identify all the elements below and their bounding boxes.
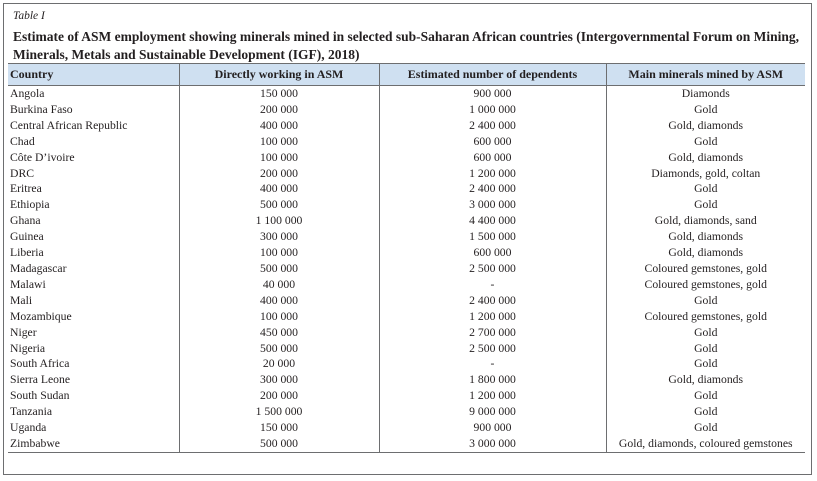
minerals-cell: Gold bbox=[606, 325, 805, 341]
dependents-cell: 2 400 000 bbox=[379, 118, 606, 134]
country-cell: Angola bbox=[10, 87, 45, 100]
dependents-cell: - bbox=[379, 277, 606, 293]
table-row bbox=[8, 213, 805, 229]
minerals-cell: Coloured gemstones, gold bbox=[606, 277, 805, 293]
column-header-dependents: Estimated number of dependents bbox=[379, 64, 606, 86]
minerals-cell: Gold, diamonds bbox=[606, 118, 805, 134]
minerals-cell: Gold bbox=[606, 181, 805, 197]
country-cell: Ghana bbox=[10, 214, 41, 228]
table-row bbox=[8, 404, 805, 420]
dependents-cell: 2 400 000 bbox=[379, 293, 606, 309]
dependents-cell: 900 000 bbox=[379, 86, 606, 102]
directly-working-cell: 100 000 bbox=[179, 150, 379, 166]
country-cell: Burkina Faso bbox=[10, 102, 73, 116]
table-row bbox=[8, 197, 805, 213]
country-cell: Central African Republic bbox=[10, 118, 128, 132]
country-cell: Ethiopia bbox=[10, 198, 50, 212]
minerals-cell: Gold, diamonds bbox=[606, 150, 805, 166]
directly-working-cell: 100 000 bbox=[179, 245, 379, 261]
directly-working-cell: 500 000 bbox=[179, 197, 379, 213]
dependents-cell: 1 500 000 bbox=[379, 229, 606, 245]
minerals-cell: Gold bbox=[606, 134, 805, 150]
dependents-cell: 1 000 000 bbox=[379, 102, 606, 118]
minerals-cell: Gold, diamonds bbox=[606, 229, 805, 245]
directly-working-cell: 20 000 bbox=[179, 356, 379, 372]
country-cell: Mozambique bbox=[10, 309, 72, 323]
minerals-cell: Gold bbox=[606, 420, 805, 436]
table-label: Table I bbox=[13, 10, 45, 22]
minerals-cell: Diamonds bbox=[606, 86, 805, 102]
table-title: Estimate of ASM employment showing minerals mined in selected sub-Saharan African countries (Intergovernmental Forum on Mining, Minerals, Metals and Sustainable Development (IGF), 2018) bbox=[13, 29, 799, 62]
table-row bbox=[8, 420, 805, 436]
table-row bbox=[8, 277, 805, 293]
table-body bbox=[8, 86, 805, 453]
country-cell: South Sudan bbox=[10, 389, 70, 403]
dependents-cell: 600 000 bbox=[379, 134, 606, 150]
dependents-cell: 1 200 000 bbox=[379, 388, 606, 404]
country-cell: Côte D’ivoire bbox=[10, 150, 75, 164]
minerals-cell: Gold bbox=[606, 356, 805, 372]
dependents-cell: 2 400 000 bbox=[379, 181, 606, 197]
minerals-cell: Gold, diamonds, coloured gemstones bbox=[606, 436, 805, 452]
minerals-cell: Gold bbox=[606, 341, 805, 357]
directly-working-cell: 150 000 bbox=[179, 86, 379, 102]
directly-working-cell: 450 000 bbox=[179, 325, 379, 341]
country-cell: Tanzania bbox=[10, 405, 53, 419]
minerals-cell: Diamonds, gold, coltan bbox=[606, 166, 805, 182]
minerals-cell: Gold, diamonds, sand bbox=[606, 213, 805, 229]
table-row bbox=[8, 118, 805, 134]
country-cell: Malawi bbox=[10, 277, 46, 291]
table-row bbox=[8, 309, 805, 325]
country-cell: Eritrea bbox=[10, 182, 42, 196]
table-row bbox=[8, 436, 805, 452]
dependents-cell: 2 500 000 bbox=[379, 261, 606, 277]
table-row bbox=[8, 261, 805, 277]
directly-working-cell: 500 000 bbox=[179, 261, 379, 277]
directly-working-cell: 500 000 bbox=[179, 341, 379, 357]
table-row bbox=[8, 150, 805, 166]
directly-working-cell: 500 000 bbox=[179, 436, 379, 452]
country-cell: Sierra Leone bbox=[10, 373, 71, 387]
country-cell: Nigeria bbox=[10, 341, 46, 355]
directly-working-cell: 100 000 bbox=[179, 134, 379, 150]
table-header-row bbox=[8, 64, 805, 86]
table-row bbox=[8, 388, 805, 404]
table-row bbox=[8, 325, 805, 341]
country-cell: Mali bbox=[10, 293, 33, 307]
table-row bbox=[8, 134, 805, 150]
directly-working-cell: 400 000 bbox=[179, 181, 379, 197]
dependents-cell: 600 000 bbox=[379, 245, 606, 261]
minerals-cell: Gold bbox=[606, 388, 805, 404]
country-cell: Zimbabwe bbox=[8, 436, 179, 452]
dependents-cell: 2 500 000 bbox=[379, 341, 606, 357]
directly-working-cell: 200 000 bbox=[179, 388, 379, 404]
dependents-cell: 1 200 000 bbox=[379, 166, 606, 182]
country-cell: Madagascar bbox=[10, 261, 67, 275]
country-cell: South Africa bbox=[10, 357, 70, 371]
table-row bbox=[8, 181, 805, 197]
minerals-cell: Gold, diamonds bbox=[606, 372, 805, 388]
table-row bbox=[8, 341, 805, 357]
column-header-country: Country bbox=[8, 64, 179, 86]
directly-working-cell: 200 000 bbox=[179, 102, 379, 118]
country-cell: DRC bbox=[10, 166, 35, 180]
minerals-cell: Gold bbox=[606, 404, 805, 420]
dependents-cell: 2 700 000 bbox=[379, 325, 606, 341]
directly-working-cell: 1 500 000 bbox=[179, 404, 379, 420]
table-row bbox=[8, 372, 805, 388]
table-row bbox=[8, 86, 805, 102]
dependents-cell: 3 000 000 bbox=[379, 436, 606, 452]
table-row bbox=[8, 245, 805, 261]
directly-working-cell: 400 000 bbox=[179, 118, 379, 134]
asm-employment-table bbox=[8, 63, 805, 453]
dependents-cell: 900 000 bbox=[379, 420, 606, 436]
table-row bbox=[8, 356, 805, 372]
minerals-cell: Gold bbox=[606, 197, 805, 213]
country-cell: Uganda bbox=[10, 421, 47, 435]
dependents-cell: - bbox=[379, 356, 606, 372]
country-cell: Guinea bbox=[10, 230, 44, 244]
directly-working-cell: 40 000 bbox=[179, 277, 379, 293]
country-cell: Niger bbox=[10, 325, 37, 339]
directly-working-cell: 150 000 bbox=[179, 420, 379, 436]
minerals-cell: Gold bbox=[606, 102, 805, 118]
table-row bbox=[8, 166, 805, 182]
directly-working-cell: 400 000 bbox=[179, 293, 379, 309]
column-header-minerals: Main minerals mined by ASM bbox=[606, 64, 805, 86]
minerals-cell: Gold, diamonds bbox=[606, 245, 805, 261]
table-row bbox=[8, 229, 805, 245]
minerals-cell: Coloured gemstones, gold bbox=[606, 309, 805, 325]
directly-working-cell: 200 000 bbox=[179, 166, 379, 182]
dependents-cell: 600 000 bbox=[379, 150, 606, 166]
directly-working-cell: 300 000 bbox=[179, 229, 379, 245]
table-row bbox=[8, 102, 805, 118]
column-header-directly-working: Directly working in ASM bbox=[179, 64, 379, 86]
dependents-cell: 1 200 000 bbox=[379, 309, 606, 325]
dependents-cell: 3 000 000 bbox=[379, 197, 606, 213]
table-row bbox=[8, 293, 805, 309]
directly-working-cell: 1 100 000 bbox=[179, 213, 379, 229]
directly-working-cell: 100 000 bbox=[179, 309, 379, 325]
directly-working-cell: 300 000 bbox=[179, 372, 379, 388]
dependents-cell: 9 000 000 bbox=[379, 404, 606, 420]
country-cell: Chad bbox=[10, 134, 35, 148]
minerals-cell: Coloured gemstones, gold bbox=[606, 261, 805, 277]
minerals-cell: Gold bbox=[606, 293, 805, 309]
dependents-cell: 1 800 000 bbox=[379, 372, 606, 388]
country-cell: Liberia bbox=[10, 246, 44, 260]
dependents-cell: 4 400 000 bbox=[379, 213, 606, 229]
